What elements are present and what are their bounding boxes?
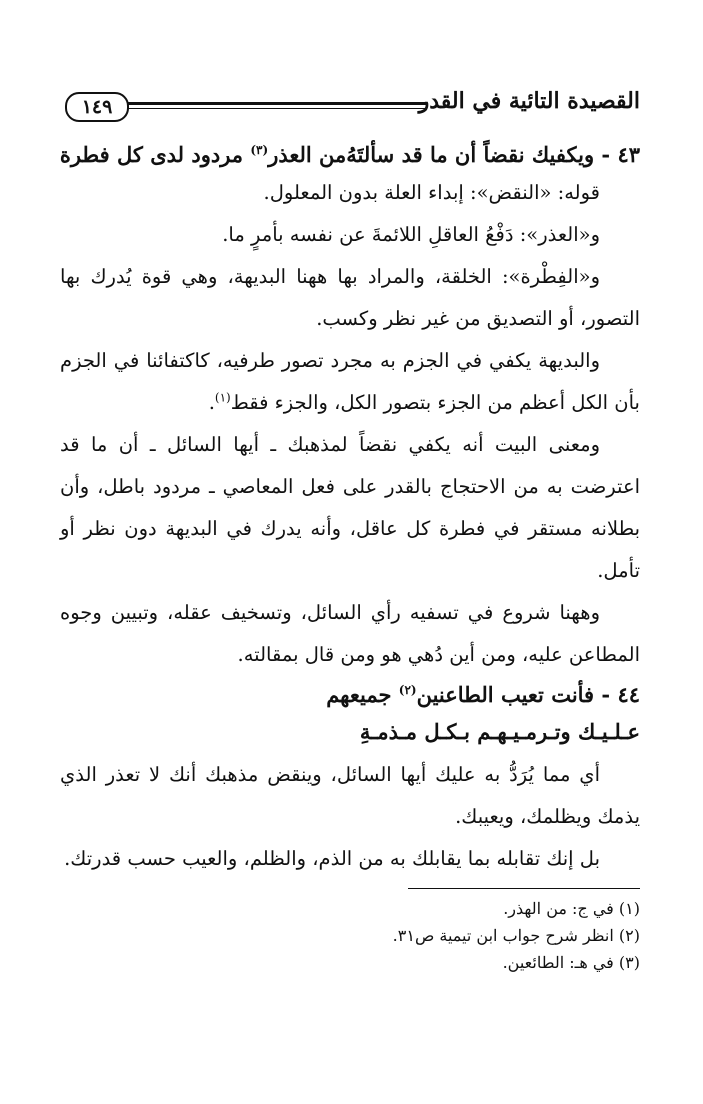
page-number: ١٤٩	[65, 92, 129, 122]
footnote-2: (٢) انظر شرح جواب ابن تيمية ص٣١.	[392, 926, 640, 945]
paragraph-verse-44-meaning: أي مما يُرَدُّ به عليك أيها السائل، وينقض مذهبك أنك لا تعذر الذي يذمك ويظلمك، ويعيبك.	[60, 763, 640, 828]
verse-43-hemistich-2-b: مردود لدى كل فطرة	[59, 142, 251, 167]
paragraph-badiha-text: والبديهة يكفي في الجزم به مجرد تصور طرفيه، كاكتفائنا في الجزم بأن الكل أعظم من الجزء بتصور الكل، والجزء فقط	[60, 349, 640, 414]
paragraph-fitra: و«الفِطْرة»: الخلقة، والمراد بها ههنا البديهة، وهي قوة يُدرك بها التصور، أو التصديق من غير نظر وكسب.	[60, 265, 640, 330]
paragraph-tasfih: وههنا شروع في تسفيه رأي السائل، وتسخيف عقله، وتبيين وجوه المطاعن عليه، ومن أين دُهي هو ومن قال بمقالته.	[60, 601, 640, 666]
footnote-separator	[408, 888, 640, 889]
verse-44-hemistich-1	[60, 676, 640, 714]
verse-43-hemistich-2-a: من العذر	[268, 142, 347, 167]
paragraph-naqd: قوله: «النقض»: إبداء العلة بدون المعلول.	[263, 181, 600, 204]
footnote-ref-2: (٢)	[398, 683, 417, 697]
verse-44-hemistich-1-a: ٤٤ - فأنت تعيب الطاعنين	[416, 682, 640, 707]
header-rule	[128, 102, 427, 109]
paragraph-meaning: ومعنى البيت أنه يكفي نقضاً لمذهبك ـ أيها السائل ـ أن ما قد اعترضت به من الاحتجاج بالقدر على فعل المعاصي ـ مردود باطل، وأن بطلانه مستقر في فطرة كل عاقل، وأنه يدرك في البديهة دون نظر أو تأمل.	[60, 433, 640, 582]
footnote-1: (١) في ج: من الهذر.	[503, 899, 640, 918]
running-title: القصيدة التائية في القدر	[418, 88, 640, 114]
verse-43-hemistich-2	[60, 138, 346, 172]
footnote-ref-1: (١)	[214, 390, 231, 405]
footnote-3: (٣) في هـ: الطائعين.	[502, 953, 640, 972]
footnote-ref-3: (٣)	[250, 143, 269, 157]
verse-43	[60, 138, 640, 172]
paragraph-badiha-end: .	[208, 391, 215, 414]
page	[60, 80, 640, 976]
paragraph-muqabala: بل إنك تقابله بما يقابلك به من الذم، والظلم، والعيب حسب قدرتك.	[64, 847, 600, 870]
paragraph-badiha	[60, 340, 640, 424]
verse-43-hemistich-1: ٤٣ - ويكفيك نقضاً أن ما قد سألتَهُ	[346, 142, 640, 167]
footnotes	[60, 895, 640, 976]
running-header	[60, 80, 640, 136]
verse-44-hemistich-2: عـلـيـك وتـرمـيـهـم بـكـل مـذمـةِ	[359, 719, 640, 744]
paragraph-udhr: و«العذر»: دَفْعُ العاقلِ اللائمةَ عن نفسه بأمرٍ ما.	[222, 223, 600, 246]
verse-44-hemistich-1-b: جميعهم	[326, 682, 399, 707]
